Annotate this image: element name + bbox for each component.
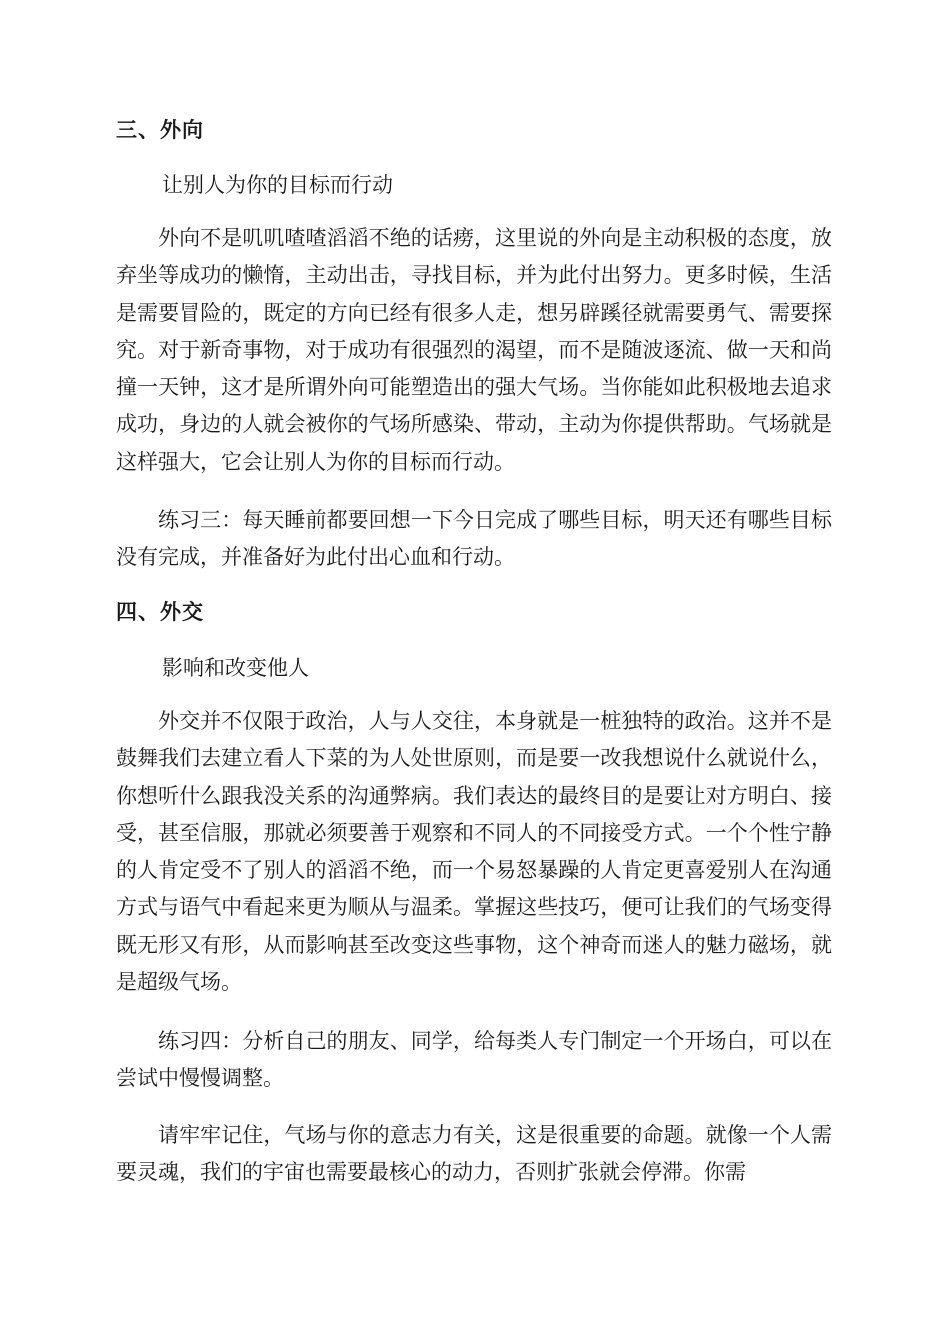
closing-paragraph: 请牢牢记住，气场与你的意志力有关，这是很重要的命题。就像一个人需要灵魂，我们的宇宙也需要最核心的动力，否则扩张就会停滞。你需 (116, 1123, 832, 1185)
section-heading-diplomacy: 四、外交 (116, 599, 204, 624)
section-heading-extroversion: 三、外向 (116, 117, 204, 142)
section-subtitle-extroversion: 让别人为你的目标而行动 (162, 173, 393, 197)
section-body-extroversion: 外向不是叽叽喳喳滔滔不绝的话痨，这里说的外向是主动积极的态度，放弃坐等成功的懒惰，主动出击，寻找目标，并为此付出努力。更多时候，生活是需要冒险的，既定的方向已经有很多人走，想另辟蹊径就需要勇气、需要探究。对于新奇事物，对于成功有很强烈的渴望，而不是随波逐流、做一天和尚撞一天钟，这才是所谓外向可能塑造出的强大气场。当你能如此积极地去追求成功，身边的人就会被你的气场所感染、带动，主动为你提供帮助。气场就是这样强大，它会让别人为你的目标而行动。 (116, 226, 832, 474)
section-subtitle-diplomacy: 影响和改变他人 (162, 656, 309, 680)
exercise-three: 练习三：每天睡前都要回想一下今日完成了哪些目标，明天还有哪些目标没有完成，并准备好为此付出心血和行动。 (116, 508, 832, 570)
section-body-diplomacy: 外交并不仅限于政治，人与人交往，本身就是一桩独特的政治。这并不是鼓舞我们去建立看人下菜的为人处世原则，而是要一改我想说什么就说什么，你想听什么跟我没关系的沟通弊病。我们表达的最终目的是要让对方明白、接受，甚至信服，那就必须要善于观察和不同人的不同接受方式。一个个性宁静的人肯定受不了别人的滔滔不绝，而一个易怒暴躁的人肯定更喜爱别人在沟通方式与语气中看起来更为顺从与温柔。掌握这些技巧，便可让我们的气场变得既无形又有形，从而影响甚至改变这些事物，这个神奇而迷人的魅力磁场，就是超级气场。 (116, 709, 832, 995)
exercise-four: 练习四：分析自己的朋友、同学，给每类人专门制定一个开场白，可以在尝试中慢慢调整。 (116, 1029, 832, 1091)
